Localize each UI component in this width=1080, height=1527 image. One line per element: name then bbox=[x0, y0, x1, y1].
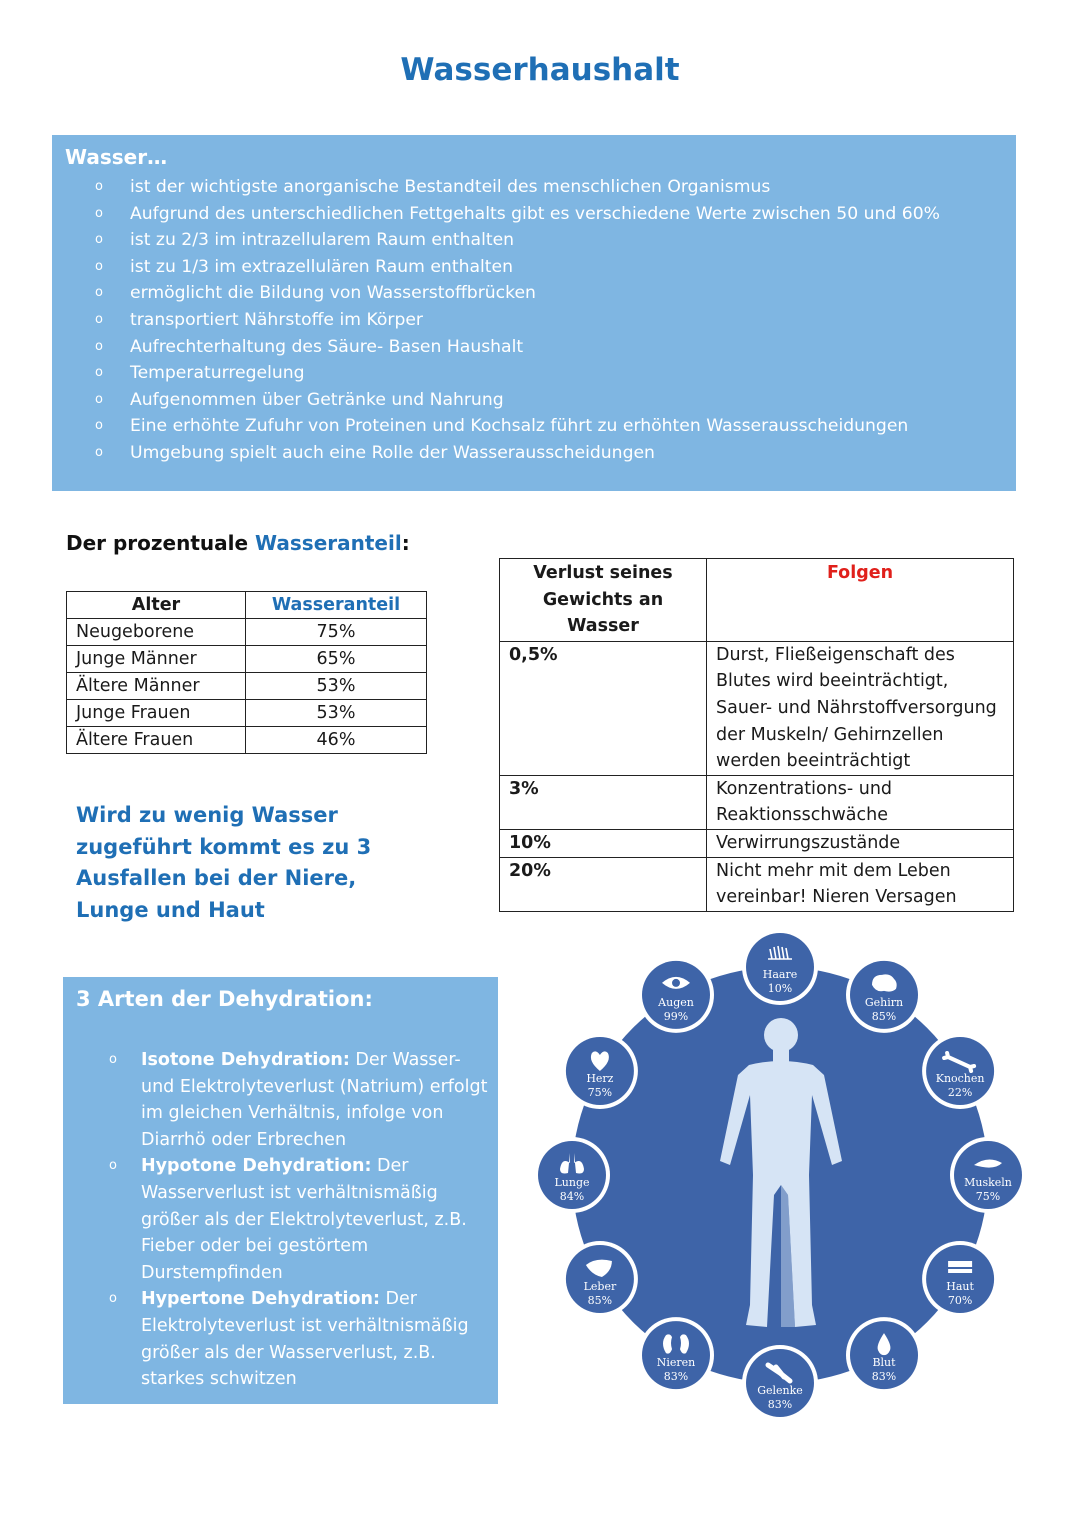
skin-icon bbox=[948, 1261, 972, 1273]
fact-text: Aufgenommen über Getränke und Nahrung bbox=[130, 389, 504, 410]
organ-node bbox=[562, 1033, 638, 1109]
dehydration-item bbox=[109, 1153, 489, 1286]
deficit-note: Wird zu wenig Wasser zugeführt kommt es zu 3 Ausfallen bei der Niere, Lunge und Haut bbox=[76, 803, 372, 922]
organ-node bbox=[562, 1241, 638, 1317]
organ-pct: 75% bbox=[587, 1086, 613, 1099]
organ-node bbox=[638, 957, 714, 1033]
organ-pct: 22% bbox=[947, 1086, 973, 1099]
organ-name: Blut bbox=[872, 1356, 896, 1370]
fact-item bbox=[95, 227, 940, 254]
organ-node bbox=[922, 1033, 998, 1109]
organ-pct: 83% bbox=[663, 1370, 689, 1384]
table-row bbox=[67, 727, 427, 754]
share-cell: 53% bbox=[246, 673, 427, 700]
dehydration-type: Hypotone Dehydration: bbox=[141, 1156, 372, 1177]
organ-pct: 83% bbox=[767, 1398, 793, 1411]
fact-text: Aufgrund des unterschiedlichen Fettgehalts gibt es verschiedene Werte zwischen 50 und 60% bbox=[130, 203, 940, 224]
bullet-icon: o bbox=[95, 285, 103, 301]
organ-name: Gehirn bbox=[864, 995, 904, 1009]
age-cell: Ältere Frauen bbox=[67, 727, 246, 754]
organ-name: Haut bbox=[946, 1280, 974, 1293]
organ-name: Muskeln bbox=[964, 1176, 1012, 1189]
bullet-icon: o bbox=[109, 1291, 117, 1307]
fact-text: ermöglicht die Bildung von Wasserstoffbrücken bbox=[130, 283, 536, 304]
loss-pct-cell: 3% bbox=[500, 775, 707, 829]
dehydration-box bbox=[63, 977, 498, 1404]
loss-pct-cell: 20% bbox=[500, 857, 707, 911]
fact-text: ist zu 2/3 im intrazellularem Raum enthalten bbox=[130, 230, 515, 251]
fact-item bbox=[95, 334, 940, 361]
bullet-icon: o bbox=[95, 232, 103, 248]
bullet-icon: o bbox=[95, 365, 103, 381]
table-row bbox=[67, 673, 427, 700]
fact-text: Temperaturregelung bbox=[130, 363, 305, 384]
organ-node bbox=[950, 1137, 1026, 1213]
col-effects: Folgen bbox=[707, 559, 1014, 642]
bullet-icon: o bbox=[95, 205, 103, 221]
bullet-icon: o bbox=[109, 1158, 117, 1174]
age-cell: Junge Männer bbox=[67, 646, 246, 673]
water-share-heading bbox=[66, 531, 410, 555]
water-facts-box bbox=[52, 135, 1016, 491]
water-loss-table bbox=[499, 558, 1014, 912]
dehydration-list bbox=[109, 1047, 489, 1393]
bullet-icon: o bbox=[95, 258, 103, 274]
fact-item bbox=[95, 440, 940, 467]
organ-pct: 83% bbox=[871, 1370, 897, 1384]
organ-pct: 10% bbox=[767, 982, 793, 995]
bullet-icon: o bbox=[95, 418, 103, 434]
fact-item bbox=[95, 413, 940, 440]
water-facts-heading: Wasser… bbox=[65, 145, 168, 169]
table-row bbox=[500, 641, 1014, 775]
share-cell: 46% bbox=[246, 727, 427, 754]
page-title: Wasserhaushalt bbox=[400, 52, 680, 88]
fact-item bbox=[95, 174, 940, 201]
body-water-diagram bbox=[530, 925, 1030, 1425]
bullet-icon: o bbox=[95, 444, 103, 460]
organ-name: Knochen bbox=[935, 1072, 985, 1085]
fact-text: transportiert Nährstoffe im Körper bbox=[130, 309, 424, 330]
organ-pct: 75% bbox=[975, 1190, 1001, 1203]
organ-name: Lunge bbox=[554, 1176, 590, 1189]
fact-text: Aufrechterhaltung des Säure- Basen Haushalt bbox=[130, 336, 524, 357]
table-row bbox=[500, 857, 1014, 911]
organ-node bbox=[638, 1317, 714, 1393]
organ-pct: 85% bbox=[871, 1009, 897, 1023]
age-cell: Ältere Männer bbox=[67, 673, 246, 700]
bullet-icon: o bbox=[95, 338, 103, 354]
table-row bbox=[67, 646, 427, 673]
share-cell: 65% bbox=[246, 646, 427, 673]
organ-node bbox=[742, 1345, 818, 1421]
col-loss: Verlust seines Gewichts an Wasser bbox=[500, 559, 707, 642]
organ-pct: 99% bbox=[663, 1009, 689, 1023]
heading-prefix: Der prozentuale bbox=[66, 531, 256, 555]
effect-cell: Verwirrungszustände bbox=[707, 829, 1014, 857]
organ-node bbox=[922, 1241, 998, 1317]
bullet-icon: o bbox=[95, 391, 103, 407]
loss-pct-cell: 10% bbox=[500, 829, 707, 857]
fact-text: ist der wichtigste anorganische Bestandteil des menschlichen Organismus bbox=[130, 177, 771, 197]
organ-name: Herz bbox=[586, 1072, 614, 1085]
organ-node bbox=[742, 929, 818, 1005]
fact-item bbox=[95, 360, 940, 387]
dehydration-text: Der Wasserverlust ist verhältnismäßig größer als der Elektrolyteverlust, z.B. Fieber oder bei gestörtem Durstempfinden bbox=[141, 1156, 467, 1283]
dehydration-item bbox=[109, 1286, 489, 1392]
fact-item bbox=[95, 280, 940, 307]
table-header-row bbox=[67, 592, 427, 619]
organ-name: Gelenke bbox=[757, 1384, 803, 1397]
fact-item bbox=[95, 254, 940, 281]
share-cell: 53% bbox=[246, 700, 427, 727]
fact-item bbox=[95, 201, 940, 228]
water-share-table bbox=[66, 591, 427, 754]
organ-pct: 85% bbox=[587, 1294, 613, 1307]
organ-node bbox=[846, 957, 922, 1033]
bullet-icon: o bbox=[95, 179, 103, 194]
heading-highlight: Wasseranteil bbox=[255, 531, 402, 555]
organ-name: Nieren bbox=[656, 1356, 696, 1370]
age-cell: Junge Frauen bbox=[67, 700, 246, 727]
col-age: Alter bbox=[67, 592, 246, 619]
organ-name: Haare bbox=[762, 968, 798, 981]
dehydration-text: Der Wasser- und Elektrolyteverlust (Natrium) erfolgt im gleichen Verhältnis, infolge von Diarrhö oder Erbrechen bbox=[141, 1050, 488, 1150]
table-row bbox=[500, 829, 1014, 857]
organ-name: Augen bbox=[658, 995, 694, 1009]
organ-name: Leber bbox=[583, 1280, 617, 1293]
heading-suffix: : bbox=[401, 531, 410, 555]
fact-text: ist zu 1/3 im extrazellulären Raum enthalten bbox=[130, 256, 513, 277]
dehydration-heading: 3 Arten der Dehydration: bbox=[76, 987, 373, 1011]
table-header-row bbox=[500, 559, 1014, 642]
effect-cell: Konzentrations- und Reaktionsschwäche bbox=[707, 775, 1014, 829]
organ-pct: 70% bbox=[947, 1294, 973, 1307]
age-cell: Neugeborene bbox=[67, 619, 246, 646]
dehydration-text: Der Elektrolyteverlust ist verhältnismäßig größer als der Wasserverlust, z.B. starkes schwitzen bbox=[141, 1289, 469, 1390]
organ-pct: 84% bbox=[559, 1190, 585, 1203]
fact-item bbox=[95, 307, 940, 334]
share-cell: 75% bbox=[246, 619, 427, 646]
table-row bbox=[67, 619, 427, 646]
bullet-icon: o bbox=[109, 1052, 117, 1067]
organ-node bbox=[846, 1317, 922, 1393]
dehydration-type: Hypertone Dehydration: bbox=[141, 1289, 380, 1310]
dehydration-item bbox=[109, 1047, 489, 1153]
water-facts-list bbox=[95, 174, 940, 467]
table-row bbox=[500, 775, 1014, 829]
organ-node bbox=[534, 1137, 610, 1213]
col-share: Wasseranteil bbox=[246, 592, 427, 619]
fact-item bbox=[95, 387, 940, 414]
loss-pct-cell: 0,5% bbox=[500, 641, 707, 775]
dehydration-type: Isotone Dehydration: bbox=[141, 1050, 350, 1070]
effect-cell: Durst, Fließeigenschaft des Blutes wird beeinträchtigt, Sauer- und Nährstoffversorgung der Muskeln/ Gehirnzellen werden beeinträchtigt bbox=[707, 641, 1014, 775]
fact-text: Umgebung spielt auch eine Rolle der Wasserausscheidungen bbox=[130, 442, 655, 463]
fact-text: Eine erhöhte Zufuhr von Proteinen und Kochsalz führt zu erhöhten Wasserausscheidungen bbox=[130, 416, 909, 437]
table-row bbox=[67, 700, 427, 727]
effect-cell: Nicht mehr mit dem Leben vereinbar! Nieren Versagen bbox=[707, 857, 1014, 911]
bullet-icon: o bbox=[95, 311, 103, 327]
